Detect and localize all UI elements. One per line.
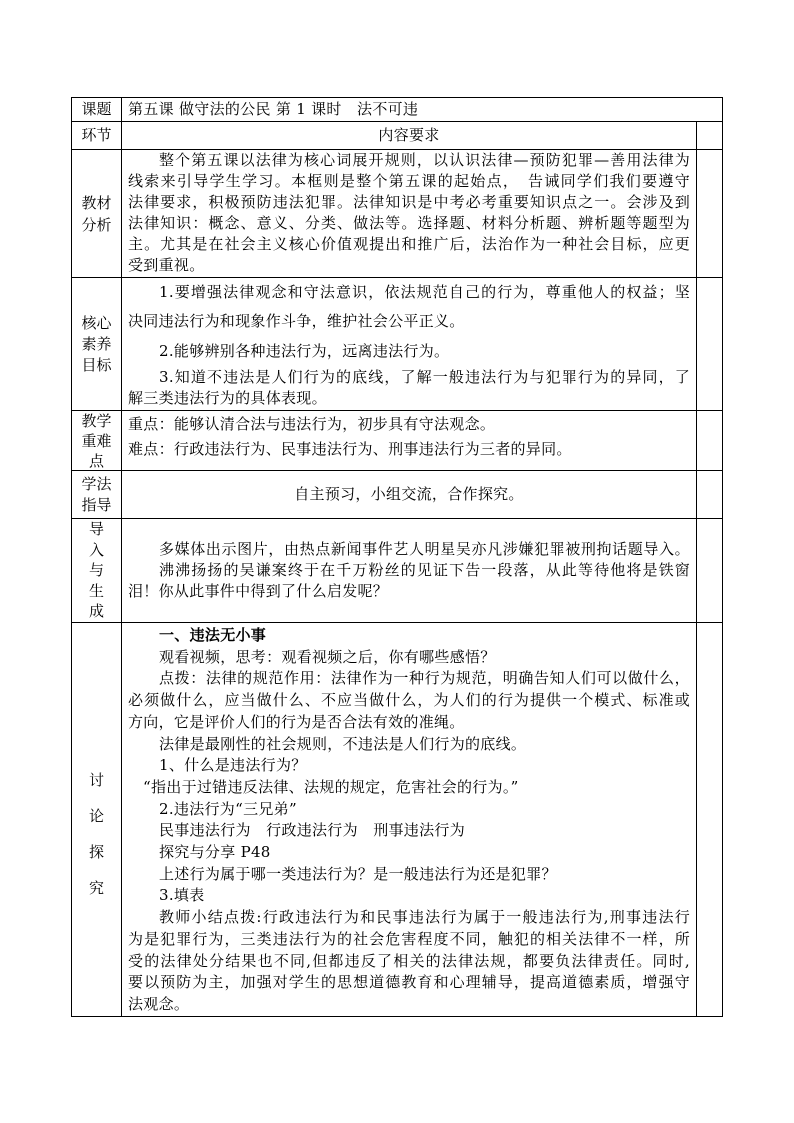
- blank-cell: [697, 150, 723, 278]
- text-line: “指出于过错违反法律、法规的规定，危害社会的行为。”: [143, 777, 519, 796]
- key-points-content-cell: [122, 411, 697, 471]
- text-line: 解三类违法行为的具体表现。: [128, 389, 327, 407]
- text-line: 点拨：法律的规范作用：法律作为一种行为规范，明确告知人们可以做什么，: [159, 669, 690, 688]
- goals-label-cell: [72, 278, 122, 411]
- text-line: 探究与分享 P48: [159, 843, 271, 862]
- method-label: 学法: [81, 474, 112, 493]
- text-line: 泪！你从此事件中得到了什么启发呢？: [128, 582, 389, 600]
- intro-label: 导: [88, 520, 104, 539]
- topic-value-cell: [122, 98, 723, 122]
- text-line: 必须做什么，应当做什么、不应当做什么，为人们的行为提供一个模式、标准或: [128, 691, 690, 710]
- blank-cell: [697, 411, 723, 471]
- text-line: 难点：行政违法行为、民事违法行为、刑事违法行为三者的异同。: [128, 440, 572, 458]
- text-line: 1.要增强法律观念和守法意识，依法规范自己的行为，尊重他人的权益；坚: [159, 283, 690, 301]
- goals-content-cell: [122, 278, 697, 411]
- blank-cell: [697, 278, 723, 411]
- text-line: 自主预习，小组交流，合作探究。: [294, 485, 524, 503]
- intro-label: 生: [88, 581, 104, 600]
- text-line: 教师小结点拨:行政违法行为和民事违法行为属于一般违法行为,刑事违法行: [159, 908, 690, 927]
- row-header: [72, 122, 723, 150]
- row-analysis: [72, 150, 723, 278]
- text-line: 沸沸扬扬的吴谦案终于在千万粉丝的见证下告一段落，从此等待他将是铁窗: [159, 561, 690, 579]
- header-title: 内容要求: [378, 126, 440, 144]
- text-line: 法律要求，积极预防违法犯罪。法律知识是中考必考重要知识点之一。会涉及到: [128, 193, 690, 211]
- lesson-title: 第五课 做守法的公民 第 1 课时 法不可违: [128, 100, 419, 118]
- header-label: 环节: [81, 126, 112, 144]
- method-label: 指导: [81, 495, 112, 514]
- goals-label: 核心: [81, 313, 112, 332]
- intro-label: 与: [88, 561, 104, 580]
- text-line: 法律是最刚性的社会规则，不违法是人们行为的底线。: [159, 734, 527, 753]
- analysis-label: 教材: [81, 193, 112, 212]
- topic-label: 课题: [81, 100, 112, 118]
- intro-label-cell: [72, 519, 122, 623]
- text-line: 方向，它是评价人们的行为是否合法有效的准绳。: [128, 712, 465, 731]
- intro-label: 入: [88, 540, 104, 559]
- discussion-content-cell: [122, 623, 697, 1017]
- blank-cell: [697, 471, 723, 519]
- row-intro: [72, 519, 723, 623]
- text-line: 多媒体出示图片，由热点新闻事件艺人明星吴亦凡涉嫌犯罪被刑拘话题导入。: [159, 540, 690, 558]
- section-heading: 一、违法无小事: [159, 626, 267, 644]
- text-line: 2.能够辨别各种违法行为，远离违法行为。: [159, 342, 450, 360]
- text-line: 整个第五课以法律为核心词展开规则，以认识法律—预防犯罪—善用法律为: [159, 151, 690, 169]
- text-line: 3.知道不违法是人们行为的底线，了解一般违法行为与犯罪行为的异同，了: [159, 368, 690, 386]
- row-key-points: [72, 411, 723, 471]
- discussion-label: 探: [88, 843, 104, 861]
- row-discussion: [72, 623, 723, 1017]
- discussion-label: 讨: [88, 771, 104, 789]
- key-points-label: 点: [88, 451, 104, 470]
- header-value-cell: [122, 122, 697, 150]
- method-content-cell: [122, 471, 697, 519]
- goals-label: 素养: [81, 334, 112, 353]
- text-line: 要以预防为主，加强对学生的思想道德教育和心理辅导，提高道德素质，增强守: [128, 973, 690, 992]
- text-line: 观看视频，思考：观看视频之后，你有哪些感悟？: [159, 647, 496, 666]
- lesson-plan-table: [71, 97, 723, 1017]
- text-line: 法观念。: [128, 994, 190, 1013]
- text-line: 主。尤其是在社会主义核心价值观提出和推广后，法治作为一种社会目标，应更: [128, 235, 690, 253]
- blank-cell: [697, 122, 723, 150]
- analysis-label-cell: [72, 150, 122, 278]
- key-points-label-cell: [72, 411, 122, 471]
- text-line: 受到重视。: [128, 256, 205, 274]
- text-line: 上述行为属于哪一类违法行为？是一般违法行为还是犯罪？: [159, 864, 557, 883]
- method-label-cell: [72, 471, 122, 519]
- intro-content-cell: [122, 519, 697, 623]
- discussion-label: 究: [88, 879, 104, 897]
- text-line: 民事违法行为 行政违法行为 刑事违法行为: [159, 821, 466, 840]
- key-points-label: 教学: [81, 411, 112, 430]
- text-line: 3.填表: [159, 886, 205, 905]
- text-line: 决同违法行为和现象作斗争，维护社会公平正义。: [128, 312, 465, 330]
- text-line: 重点：能够认清合法与违法行为，初步具有守法观念。: [128, 415, 496, 433]
- discussion-label-cell: [72, 623, 122, 1017]
- key-points-label: 重难: [81, 431, 112, 450]
- text-line: 2.违法行为“三兄弟”: [159, 799, 297, 818]
- discussion-label: 论: [88, 807, 104, 825]
- topic-label-cell: [72, 98, 122, 122]
- text-line: 为是犯罪行为，三类违法行为的社会危害程度不同，触犯的相关法律不一样，所: [128, 929, 690, 948]
- row-goals: [72, 278, 723, 411]
- blank-cell: [697, 519, 723, 623]
- blank-cell: [697, 623, 723, 1017]
- analysis-label: 分析: [81, 215, 112, 234]
- text-line: 线索来引导学生学习。本框则是整个第五课的起始点， 告诫同学们我们要遵守: [128, 172, 690, 190]
- row-method: [72, 471, 723, 519]
- intro-label: 成: [88, 602, 104, 621]
- goals-label: 目标: [81, 355, 112, 374]
- header-label-cell: [72, 122, 122, 150]
- text-line: 法律知识：概念、意义、分类、做法等。选择题、材料分析题、辨析题等题型为: [128, 214, 690, 232]
- text-line: 1、什么是违法行为？: [159, 756, 307, 775]
- analysis-content-cell: [122, 150, 697, 278]
- text-line: 受的法律处分结果也不同,但都违反了相关的法律法规，都要负法律责任。同时,: [128, 951, 690, 970]
- row-topic: [72, 98, 723, 122]
